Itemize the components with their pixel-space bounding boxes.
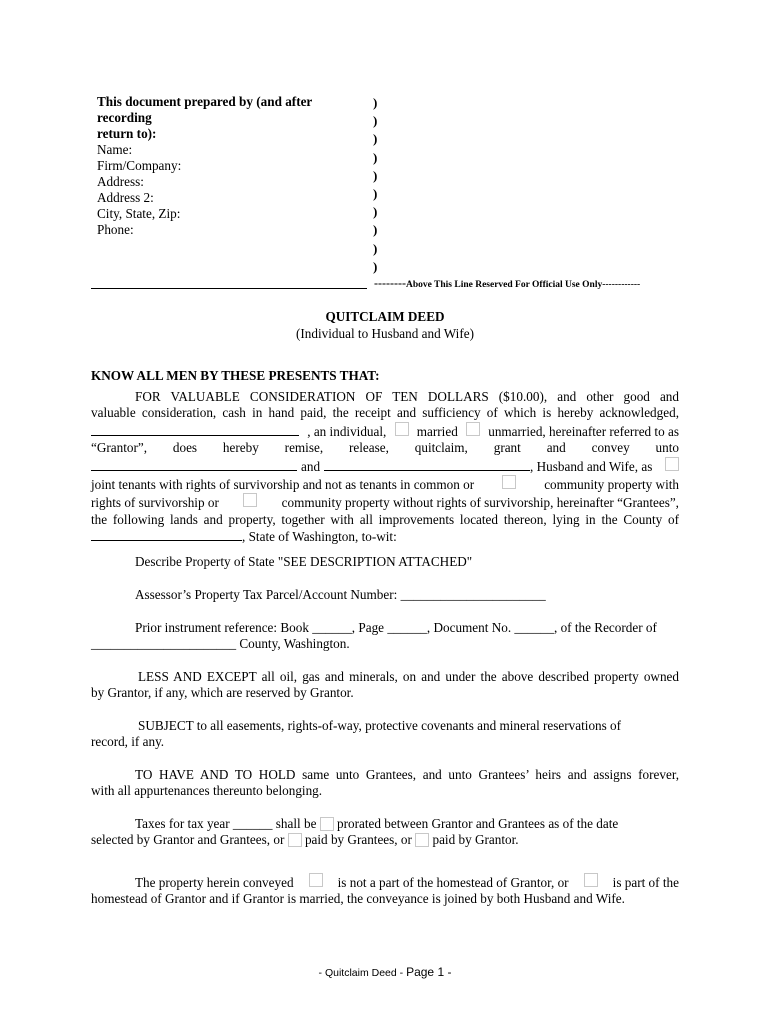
county-blank[interactable] [91,528,242,541]
habendum-line1: TO HAVE AND TO HOLD same unto Grantees, and unto Grantees’ heirs and assigns forever, [135,767,679,782]
and-text: and [301,458,321,474]
address-field-label: Address: [97,174,144,189]
habendum-line2: with all appurtenances thereunto belonging. [91,783,323,799]
p1-line9 [91,528,679,545]
paren: ) [373,95,378,110]
prior-line1: Prior instrument reference: Book ______, Page ______, Document No. ______, of the Recorder of [135,620,657,635]
state-washington-text: , State of Washington, to-wit: [242,529,397,545]
paren: ) [373,167,378,183]
word: release, [348,440,389,456]
subject-line1: SUBJECT to all easements, rights-of-way, protective covenants and mineral reservations of [138,718,622,733]
word: unto [655,440,679,456]
grantor-name-blank[interactable] [91,423,299,436]
know-all-men-heading: KNOW ALL MEN BY THESE PRESENTS THAT: [91,368,380,383]
p1-line8: the following lands and property, together with all improvements located thereon, lying in the County of [91,511,679,527]
p1-line4 [91,440,679,456]
selected-by-text: selected by Grantor and Grantees, or [91,832,285,848]
paren: ) [373,240,378,256]
paid-by-grantor-text: paid by Grantor. [432,832,519,848]
prior-line2 [91,636,679,652]
word: and [546,440,566,456]
p1-line7 [91,493,679,511]
assessor-number-blank[interactable]: ______________________ [400,587,546,602]
p1-line5 [91,457,679,475]
page-footer [0,965,770,979]
reserved-text: Above This Line Reserved For Official Use Only [405,280,603,290]
assessor-label: Assessor’s Property Tax Parcel/Account Number: [135,587,398,602]
homestead-paragraph [91,873,679,908]
taxes-paragraph [91,816,679,849]
consideration-paragraph [91,389,679,546]
document-title: QUITCLAIM DEED [325,309,445,324]
paid-by-grantees-checkbox[interactable] [288,833,302,847]
grantee1-name-blank[interactable] [91,458,297,471]
footer-page-number: Page 1 - [406,965,452,979]
less-and-except-paragraph [91,669,679,702]
married-label: married [416,423,458,439]
phone-field-label: Phone: [97,222,134,237]
less-line2: by Grantor, if any, which are reserved by Grantor. [91,685,354,701]
husband-wife-text: , Husband and Wife, as [530,458,653,474]
reserved-prefix: -------- [374,276,406,290]
taxes-line2 [91,832,679,848]
word: quitclaim, [414,440,468,456]
property-conveyed-text: The property herein conveyed [135,875,294,890]
paid-by-grantor-checkbox[interactable] [415,833,429,847]
official-use-notice [374,276,640,291]
city-state-zip-field-label: City, State, Zip: [97,206,181,221]
tax-year-text: Taxes for tax year ______ shall be [135,816,317,831]
is-homestead-text: is part of the [612,875,679,890]
paren: ) [373,149,378,165]
not-homestead-checkbox[interactable] [309,873,323,887]
county-washington-text: County, Washington. [236,636,350,652]
paren: ) [373,113,378,129]
less-line1: LESS AND EXCEPT all oil, gas and minerals, on and under the above described property owned [138,669,679,684]
joint-tenants-checkbox[interactable] [665,457,679,471]
community-with-rights-checkbox[interactable] [502,475,516,489]
taxes-line1 [91,816,679,832]
community-with-text: community property with [544,477,679,493]
married-checkbox[interactable] [395,422,409,436]
paren: ) [373,131,378,147]
paren: ) [373,204,378,220]
p1-line1: FOR VALUABLE CONSIDERATION OF TEN DOLLARS ($10.00), and other good and [135,389,679,404]
paren: ) [373,258,378,274]
habendum-paragraph [91,767,679,800]
unmarried-text: unmarried, hereinafter referred to as [488,423,679,439]
firm-field-label: Firm/Company: [97,158,182,173]
assessor-line [91,587,679,603]
paren-column [373,94,377,276]
prepared-by-label: This document prepared by (and after recording [97,94,313,125]
return-to-label: return to): [97,126,157,141]
name-field-label: Name: [97,142,133,157]
unmarried-checkbox[interactable] [466,422,480,436]
grantee2-name-blank[interactable] [324,458,530,471]
subject-line2: record, if any. [91,734,165,750]
p1-line3 [91,422,679,440]
paid-by-grantees-text: paid by Grantees, or [304,832,412,848]
community-without-text: community property without rights of survivorship, hereinafter “Grantees”, [281,495,679,511]
word: convey [591,440,630,456]
subject-to-paragraph [91,718,679,751]
p1-line6 [91,475,679,493]
homestead-line2: homestead of Grantor and if Grantor is married, the conveyance is joined by both Husband and Wife. [91,891,625,907]
community-without-rights-checkbox[interactable] [243,493,257,507]
address2-field-label: Address 2: [97,190,154,205]
p1-line2: valuable consideration, cash in hand paid, the receipt and sufficiency of which is hereby acknowledged, [91,405,679,421]
property-description: Describe Property of State "SEE DESCRIPTION ATTACHED" [135,554,473,569]
rights-survivorship-text: rights of survivorship or [91,495,219,511]
word: grant [493,440,521,456]
prorated-text: prorated between Grantor and Grantees as of the date [337,816,619,831]
paren: ) [373,186,378,202]
is-homestead-checkbox[interactable] [584,873,598,887]
word: remise, [284,440,324,456]
joint-tenants-text: joint tenants with rights of survivorship and not as tenants in common or [91,477,475,493]
word: hereby [222,440,259,456]
preparer-block [97,94,367,238]
recorder-county-blank[interactable]: ______________________ [91,636,237,652]
homestead-line1 [91,873,679,891]
an-individual-text: , an individual, [307,423,387,439]
word: does [172,440,198,456]
reserved-suffix: ------------ [602,280,641,290]
prior-instrument-paragraph [91,620,679,653]
prorated-checkbox[interactable] [320,817,334,831]
footer-doc-name: - Quitclaim Deed - [318,967,407,979]
not-homestead-text: is not a part of the homestead of Grantor, or [337,875,569,890]
document-subtitle: (Individual to Husband and Wife) [296,326,474,341]
paren: ) [373,222,378,238]
header-divider-line [91,288,367,289]
word: “Grantor”, [91,440,148,456]
